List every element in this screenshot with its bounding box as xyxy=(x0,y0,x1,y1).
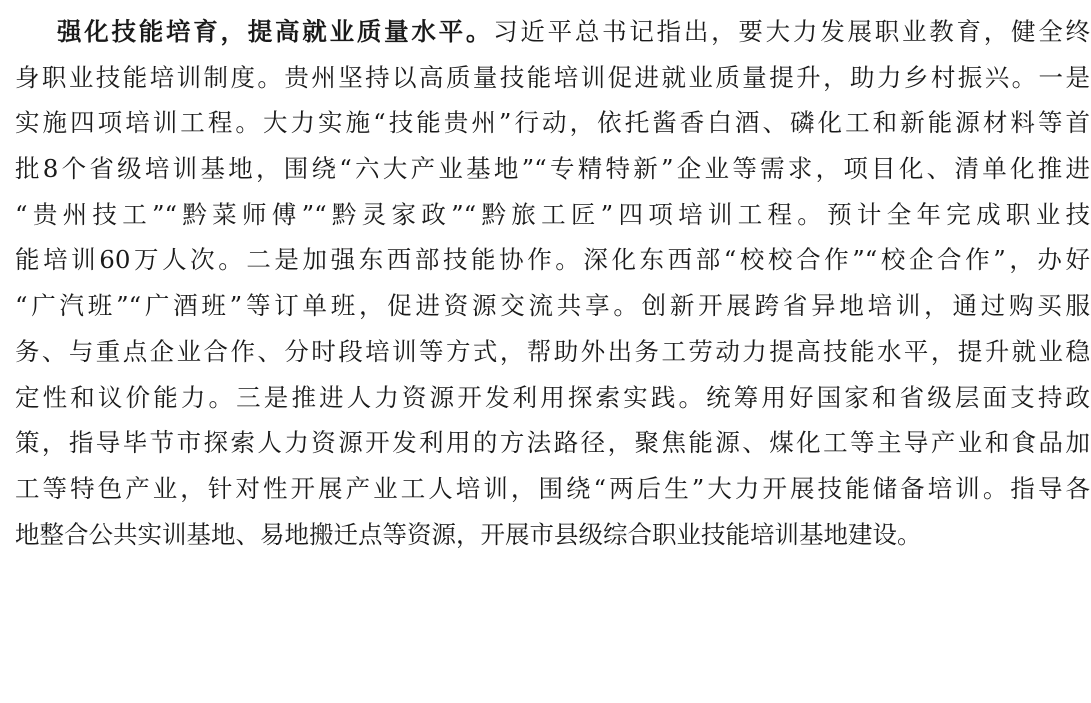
paragraph-line-2: 身职业技能培训制度。贵州坚持以高质量技能培训促进就业质量提升，助力乡村振兴。一是 xyxy=(15,62,1090,92)
paragraph-line-1 xyxy=(15,9,1090,55)
document-body xyxy=(15,9,1090,557)
paragraph-line-9: 定性和议价能力。三是推进人力资源开发利用探索实践。统筹用好国家和省级层面支持政 xyxy=(15,382,1090,412)
paragraph-line-4: 批8个省级培训基地，围绕“六大产业基地”“专精特新”企业等需求，项目化、清单化推进 xyxy=(15,154,1090,184)
paragraph-heading: 强化技能培育，提高就业质量水平。 xyxy=(57,17,494,46)
paragraph-line-text: 习近平总书记指出，要大力发展职业教育，健全终 xyxy=(493,17,1090,46)
paragraph-line-11: 工等特色产业，针对性开展产业工人培训，围绕“两后生”大力开展技能储备培训。指导各 xyxy=(15,473,1090,503)
paragraph-line-12: 地整合公共实训基地、易地搬迁点等资源，开展市县级综合职业技能培训基地建设。 xyxy=(15,519,922,549)
paragraph-line-10: 策，指导毕节市探索人力资源开发利用的方法路径，聚焦能源、煤化工等主导产业和食品加 xyxy=(15,428,1090,458)
paragraph-line-7: “广汽班”“广酒班”等订单班，促进资源交流共享。创新开展跨省异地培训，通过购买服 xyxy=(15,291,1090,321)
paragraph-line-6: 能培训60万人次。二是加强东西部技能协作。深化东西部“校校合作”“校企合作”，办好 xyxy=(15,245,1090,275)
paragraph-line-5: “贵州技工”“黔菜师傅”“黔灵家政”“黔旅工匠”四项培训工程。预计全年完成职业技 xyxy=(15,199,1090,229)
paragraph-line-3: 实施四项培训工程。大力实施“技能贵州”行动，依托酱香白酒、磷化工和新能源材料等首 xyxy=(15,108,1090,138)
paragraph-line-8: 务、与重点企业合作、分时段培训等方式，帮助外出务工劳动力提高技能水平，提升就业稳 xyxy=(15,336,1090,366)
